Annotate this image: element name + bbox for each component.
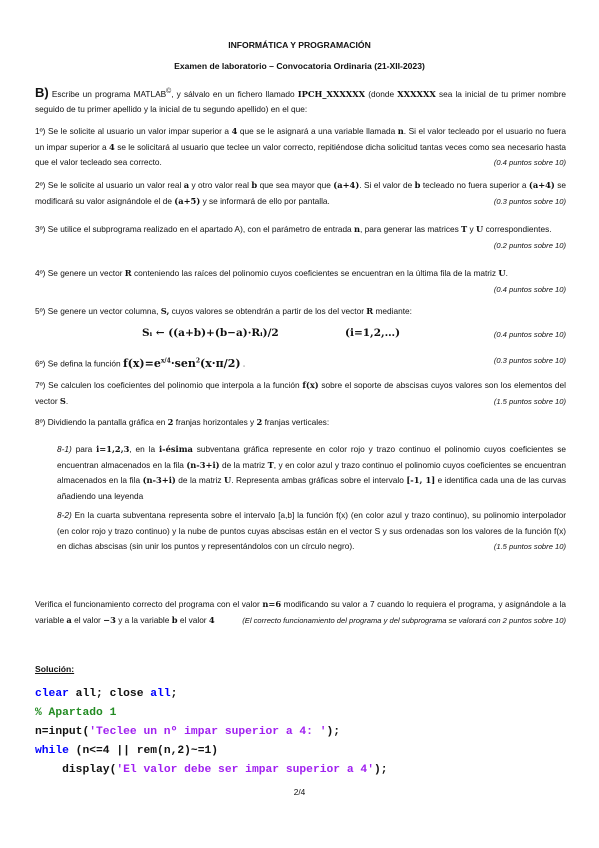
code-line-4 xyxy=(35,745,218,757)
item-text: de la matriz xyxy=(178,475,222,485)
item-text: que se le asignará a una variable llamada xyxy=(239,126,396,136)
keyword: clear xyxy=(35,688,69,700)
file-placeholder: XXXXXX xyxy=(397,88,436,99)
code-line-1 xyxy=(35,688,177,700)
math-value: 2 xyxy=(167,417,174,427)
verify-text: Verifica el funcionamiento correcto del programa con el valor xyxy=(35,599,260,609)
math-variable: R xyxy=(124,268,132,278)
math-value: 4 xyxy=(208,614,215,625)
math-expression: [-1, 1] xyxy=(406,475,436,485)
document-title: INFORMÁTICA Y PROGRAMACIÓN xyxy=(228,40,371,50)
item-text: franjas verticales: xyxy=(264,417,330,427)
keyword: all xyxy=(150,688,171,700)
item-number: 4º) xyxy=(35,268,46,278)
points-note: (1.5 puntos sobre 10) xyxy=(493,396,566,406)
formula-part: f(x)=e xyxy=(122,356,161,370)
math-variable: n xyxy=(397,126,404,136)
solution-heading: Solución: xyxy=(35,664,75,674)
item-text: . xyxy=(65,395,69,406)
verify-text: el valor xyxy=(179,614,207,625)
formula-s: Sᵢ ← ((a+b)+(b−a)·Rᵢ)/2 xyxy=(142,327,279,339)
item-number: 7º) xyxy=(35,380,46,390)
item-number: 3º) xyxy=(35,224,46,234)
code-text: ); xyxy=(373,764,388,776)
points-note: (0.4 puntos sobre 10) xyxy=(493,284,566,294)
item-number: 2º) xyxy=(35,180,46,190)
item-number: 8º) xyxy=(35,417,46,427)
file-name: IPCH_XXXXXX xyxy=(297,88,366,99)
item-text: . xyxy=(505,268,508,278)
item-text: y xyxy=(469,224,474,234)
intro-text-2: , y sálvalo en un fichero llamado xyxy=(171,88,295,99)
item-text: En la cuarta subventana representa sobre el intervalo [a,b] la función f(x) (en color azul y trazo continuo), su polinomio interpolador (en color rojo y trazo continuo) y la nube de puntos cuyas abscisas están en el vector S y sus ordenadas son los valores de la función f(x) en dichas abscisas (sin unir los puntos y representándolos con un círculo negro). xyxy=(57,510,566,551)
math-variable: U xyxy=(224,475,232,485)
points-note: (0.3 puntos sobre 10) xyxy=(493,196,566,206)
math-variable: T xyxy=(267,459,274,470)
item-number: 8-1) xyxy=(57,444,72,454)
math-expression: i-ésima xyxy=(159,444,193,454)
item-text: . Representa ambas gráficas sobre el intervalo xyxy=(231,475,404,485)
section-b-label: B) xyxy=(35,84,49,100)
math-expression: (a+5) xyxy=(174,195,201,206)
item-text: franjas horizontales y xyxy=(175,417,255,427)
item-2 xyxy=(35,178,566,209)
math-variable: U xyxy=(476,224,484,234)
math-expression: n=6 xyxy=(262,599,282,609)
item-8-2 xyxy=(57,508,566,555)
verify-text: y a la variable xyxy=(118,614,170,625)
item-text: Se genere un vector xyxy=(47,268,123,278)
item-text: se le solicitará al usuario que teclee un valor correcto, repitiéndose dicha solicitud tantas veces como sea necesario hasta que el valor tecleado sea correcto. xyxy=(35,141,567,167)
section-b-intro xyxy=(35,84,566,118)
item-text: , y en color azul y trazo continuo el polinomio cuyos coeficientes se encuentran almacenados en la fila xyxy=(57,459,566,485)
item-5-points xyxy=(35,327,566,343)
item-number: 5º) xyxy=(35,306,46,316)
math-variable: a xyxy=(66,614,72,625)
math-variable: b xyxy=(251,180,258,190)
item-text: . Si el valor tecleado por el usuario no fuera un impar superior a xyxy=(35,126,566,152)
item-text: Se defina la función xyxy=(47,358,121,369)
item-6 xyxy=(35,353,566,372)
formula-f xyxy=(123,357,241,370)
math-value: 2 xyxy=(256,417,263,427)
item-text: y otro valor real xyxy=(191,180,249,190)
code-text: all; close xyxy=(68,688,151,700)
item-text: mediante: xyxy=(375,306,412,316)
verify-text: modificando su valor a 7 cuando lo requiera el programa, y asignándole a la variable xyxy=(35,599,566,625)
points-note: (El correcto funcionamiento del programa y del subprograma se valorará con 2 puntos sobre 10) xyxy=(242,615,566,625)
item-number: 1º) xyxy=(35,126,46,136)
points-note: (0.4 puntos sobre 10) xyxy=(493,158,566,167)
item-text: . Si el valor de xyxy=(359,180,413,190)
item-text: Se utilice el subprograma realizado en el apartado A), con el parámetro de entrada xyxy=(47,224,352,234)
formula-exponent: x/4 xyxy=(160,357,171,364)
code-string: 'El valor debe ser impar superior a 4' xyxy=(116,764,374,776)
math-expression: (n-3+i) xyxy=(142,475,176,485)
item-text: tecleado no fuera superior a xyxy=(422,180,527,190)
item-text: Se le solicite al usuario un valor real xyxy=(47,180,182,190)
math-expression: (a+4) xyxy=(333,180,360,190)
item-text: correspondientes. xyxy=(485,224,552,234)
item-text: conteniendo las raíces del polinomio cuyos coeficientes se encuentran en la última fila de la matriz xyxy=(134,268,497,278)
item-text: Se genere un vector columna, xyxy=(47,306,159,316)
item-text: sobre el soporte de abscisas cuyos valores son los elementos del vector xyxy=(35,380,566,406)
formula-part: (x·π/2) xyxy=(200,356,241,370)
item-text: , para generar las matrices xyxy=(360,224,459,234)
code-text: (n<=4 || rem(n,2)~=1) xyxy=(68,745,219,757)
math-variable: S xyxy=(59,395,66,406)
math-variable: U xyxy=(498,268,506,278)
document-subtitle: Examen de laboratorio – Convocatoria Ordinaria (21-XII-2023) xyxy=(174,61,425,71)
item-text: Dividiendo la pantalla gráfica en xyxy=(47,417,166,427)
keyword: while xyxy=(35,745,69,757)
math-value: 4 xyxy=(109,141,115,152)
copyright-symbol: © xyxy=(166,88,172,95)
math-variable: n xyxy=(354,224,361,234)
item-text: se modificará su valor asignándole el de xyxy=(35,180,567,206)
item-text: para xyxy=(75,444,93,454)
code-line-2: % Apartado 1 xyxy=(35,707,117,719)
math-value: −3 xyxy=(103,614,116,625)
code-line-3 xyxy=(35,726,340,738)
item-text: que sea mayor que xyxy=(259,180,331,190)
item-text: cuyos valores se obtendrán a partir de los del vector xyxy=(171,306,364,316)
item-number: 8-2) xyxy=(57,510,72,520)
item-text: subventana gráfica represente en color rojo y trazo continuo el polinomio cuyos coeficientes se encuentran almacenados en la fila xyxy=(57,444,566,470)
intro-text-1: Escribe un programa MATLAB xyxy=(51,88,167,99)
intro-text-3: (donde xyxy=(368,88,395,99)
code-string: 'Teclee un nº impar superior a 4: ' xyxy=(89,726,327,738)
code-text: n=input( xyxy=(35,726,90,738)
math-variable: b xyxy=(414,180,421,190)
math-variable: R xyxy=(366,306,374,316)
item-3 xyxy=(35,222,566,253)
formula-exponent: 2 xyxy=(195,357,201,364)
item-5 xyxy=(35,304,566,320)
math-expression: i=1,2,3 xyxy=(96,444,130,454)
item-text: y se informará de ello por pantalla. xyxy=(202,195,330,206)
formula-part: ·sen xyxy=(170,356,196,370)
formula-range: (i=1,2,…) xyxy=(345,327,401,339)
points-note: (0.2 puntos sobre 10) xyxy=(493,240,566,250)
intro-text-4: sea la inicial de tu primer nombre seguido de tu primer apellido y la inicial de tu segundo apellido) en el que: xyxy=(35,88,567,115)
code-text: display( xyxy=(35,764,117,776)
code-line-5 xyxy=(35,764,388,776)
item-text: de la matriz xyxy=(222,459,266,470)
math-expression: (n-3+i) xyxy=(186,459,220,470)
math-value: 4 xyxy=(231,126,238,136)
item-4 xyxy=(35,266,566,297)
item-7 xyxy=(35,378,566,409)
code-text: ; xyxy=(170,688,178,700)
item-8 xyxy=(35,415,566,431)
page-number: 2/4 xyxy=(293,787,306,797)
math-variable: S, xyxy=(160,306,170,316)
item-text: Se le solicite al usuario un valor impar superior a xyxy=(47,126,230,136)
item-text: Se calculen los coeficientes del polinomio que interpola a la función xyxy=(48,380,300,390)
item-1 xyxy=(35,124,566,171)
math-expression: (a+4) xyxy=(528,180,555,190)
item-text: . xyxy=(242,358,246,369)
math-expression: f(x) xyxy=(302,380,319,390)
points-note: (0.4 puntos sobre 10) xyxy=(493,330,566,339)
points-note: (0.3 puntos sobre 10) xyxy=(493,356,566,365)
points-note: (1.5 puntos sobre 10) xyxy=(493,542,566,551)
verify-paragraph xyxy=(35,597,566,628)
verify-text: el valor xyxy=(74,614,101,625)
math-variable: a xyxy=(183,180,190,190)
math-variable: b xyxy=(171,614,178,625)
item-text: , en la xyxy=(129,444,156,454)
code-text: ); xyxy=(326,726,341,738)
item-8-1 xyxy=(57,442,566,504)
item-number: 6º) xyxy=(35,358,46,369)
item-text: e identifica cada una de las curvas añadiendo una leyenda xyxy=(57,475,566,501)
math-variable: T xyxy=(461,224,468,234)
